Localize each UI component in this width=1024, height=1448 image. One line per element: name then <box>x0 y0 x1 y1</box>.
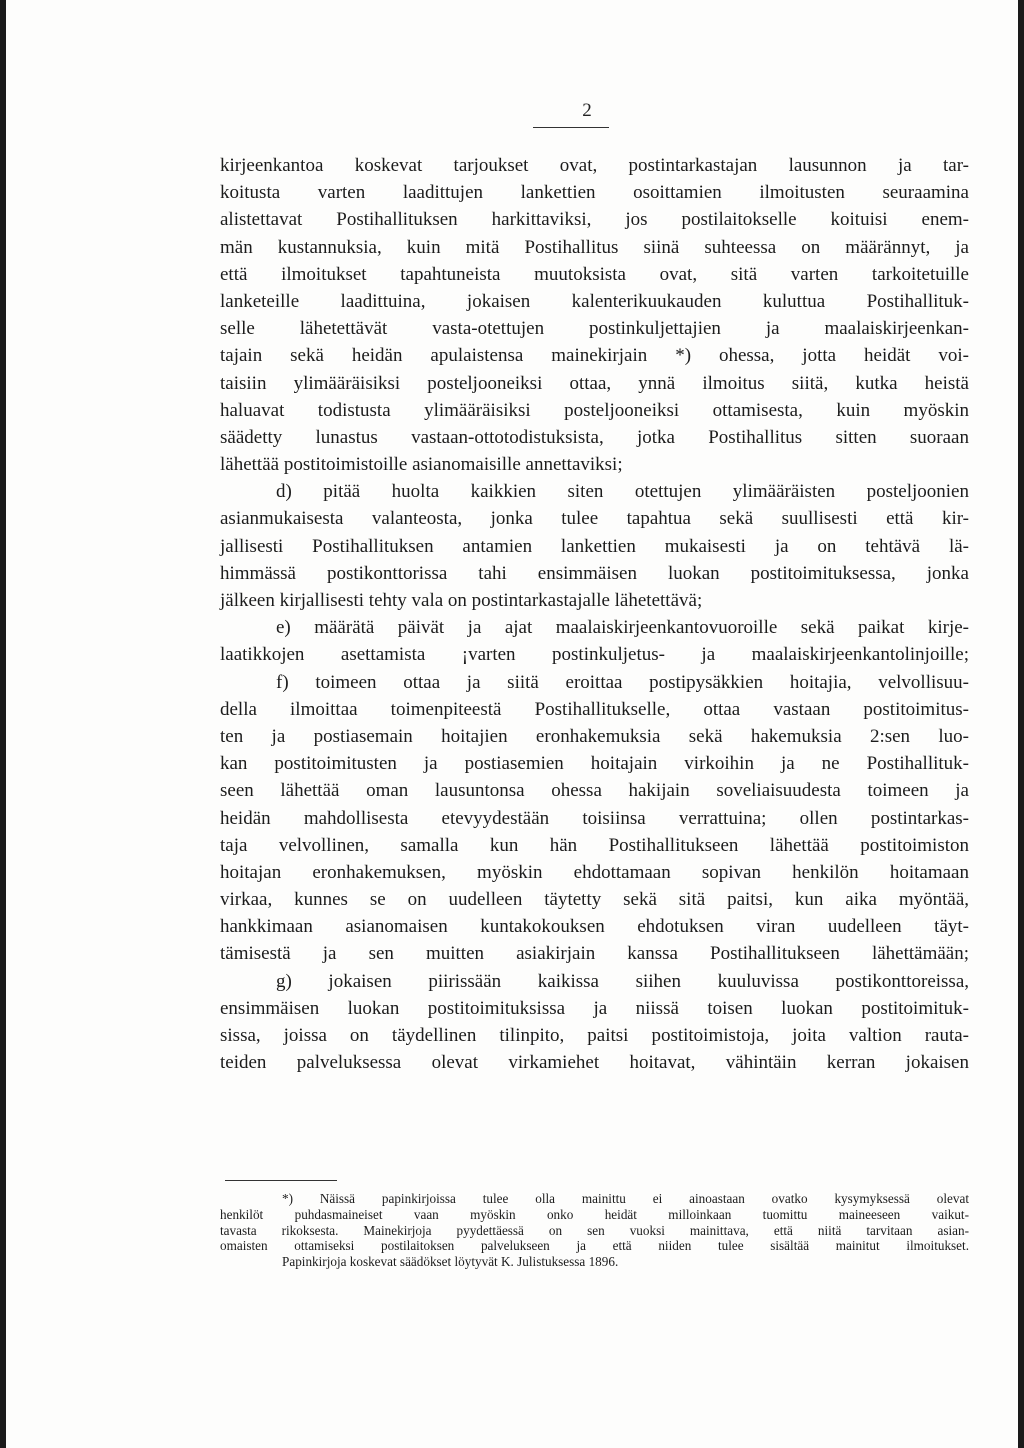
footnote-line: omaisten ottamiseksi postilaitoksen palvelukseen ja että niiden tulee sisältää mainitut ilmoitukset. <box>220 1238 969 1254</box>
body-line: tämisestä ja sen muitten asiakirjain kanssa Postihallitukseen lähettämään; <box>220 943 969 965</box>
body-line: kan postitoimitusten ja postiasemien hoitajain virkoihin ja ne Postihallituk- <box>220 753 969 775</box>
body-line: laatikkojen asettamista ¡varten postinkuljetus- ja maalaiskirjeenkantolinjoille; <box>220 644 969 666</box>
body-line: jallisesti Postihallituksen antamien lankettien mukaisesti ja on tehtävä lä- <box>220 535 969 557</box>
footnote-line: tavasta rikoksesta. Mainekirjoja pyydettäessä on sen vuoksi mainittava, että niitä tarvitaan asian- <box>220 1222 969 1238</box>
body-line: että ilmoitukset tapahtuneista muutoksista ovat, sitä varten tarkoitetuille <box>220 263 969 285</box>
body-line: hoitajan eronhakemuksen, myöskin ehdottamaan sopivan henkilön hoitamaan <box>220 861 969 883</box>
body-line: asianmukaisesta valanteosta, jonka tulee tapahtua sekä suullisesti että kir- <box>220 508 969 530</box>
footnotes <box>220 1191 969 1270</box>
page-number: 2 <box>582 100 592 121</box>
body-line: kirjeenkantoa koskevat tarjoukset ovat, postintarkastajan lausunnon ja tar- <box>220 155 969 176</box>
footnote-rule <box>225 1180 337 1181</box>
body-line: selle lähetettävät vasta-otettujen postinkuljettajien ja maalaiskirjeenkan- <box>220 318 969 340</box>
scan-edge-right <box>1018 0 1024 1448</box>
body-line: virkaa, kunnes se on uudelleen täytetty sekä sitä paitsi, kun aika myöntää, <box>220 889 969 911</box>
body-line: d) pitää huolta kaikkien siten otettujen ylimääräisten posteljoonien <box>276 481 969 503</box>
body-line: män kustannuksia, kuin mitä Postihallitus siinä suhteessa on määrännyt, ja <box>220 236 969 258</box>
body-line: tajain sekä heidän apulaistensa mainekirjain *) ohessa, jotta heidät voi- <box>220 345 969 367</box>
body-line: säädetty lunastus vastaan-ottotodistuksista, jotka Postihallitus sitten suoraan <box>220 426 969 448</box>
body-line: himmässä postikonttorissa tahi ensimmäisen luokan postitoimituksessa, jonka <box>220 562 969 584</box>
body-line: koitusta varten laadittujen lankettien osoittamien ilmoitusten seuraamina <box>220 182 969 204</box>
body-line: hankkimaan asianomaisen kuntakokouksen ehdotuksen viran uudelleen täyt- <box>220 916 969 938</box>
body-line: della ilmoittaa toimenpiteestä Postihallitukselle, ottaa vastaan postitoimitus- <box>220 698 969 720</box>
footnote-line: henkilöt puhdasmaineiset vaan myöskin onko heidät milloinkaan tuomittu maineeseen vaikut- <box>220 1206 969 1222</box>
footnote-line: *) Näissä papinkirjoissa tulee olla mainittu ei ainoastaan ovatko kysymyksessä olevat <box>282 1191 969 1206</box>
body-line: teiden palveluksessa olevat virkamiehet hoitavat, vähintäin kerran jokaisen <box>220 1052 969 1074</box>
body-line: sissa, joissa on täydellinen tilinpito, paitsi postitoimistoja, joita valtion rauta- <box>220 1025 969 1046</box>
body-line: haluavat todistusta ylimääräisiksi posteljooneiksi ottamisesta, kuin myöskin <box>220 399 969 421</box>
body-line: alistettavat Postihallituksen harkittaviksi, jos postilaitokselle koituisi enem- <box>220 209 969 231</box>
body-line: ensimmäisen luokan postitoimituksissa ja niissä toisen luokan postitoimituk- <box>220 997 969 1019</box>
body-line: g) jokaisen piirissään kaikissa siihen kuuluvissa postikonttoreissa, <box>276 970 969 992</box>
body-line: heidän mahdollisesta etevyydestään toisiinsa verrattuina; ollen postintarkas- <box>220 807 969 829</box>
scan-edge-left <box>0 0 6 1448</box>
body-line: taja velvollinen, samalla kun hän Postihallitukseen lähettää postitoimiston <box>220 834 969 856</box>
body-line: lanketeille laadittuina, jokaisen kalenterikuukauden kuluttua Postihallituk- <box>220 290 969 312</box>
body-line: ten ja postiasemain hoitajien eronhakemuksia sekä hakemuksia 2:sen luo- <box>220 725 969 747</box>
footnote-line: Papinkirjoja koskevat säädökset löytyvät K. Julistuksessa 1896. <box>282 1254 619 1270</box>
body-line: f) toimeen ottaa ja siitä eroittaa postipysäkkien hoitajia, velvollisuu- <box>276 671 969 693</box>
page-number-rule <box>533 127 609 128</box>
body-line: seen lähettää oman lausuntonsa ohessa hakijain soveliaisuudesta toimeen ja <box>220 780 969 802</box>
body-text <box>220 152 969 1076</box>
body-line: lähettää postitoimistoille asianomaisille annettaviksi; <box>220 454 623 476</box>
body-line: taisiin ylimääräisiksi posteljooneiksi ottaa, ynnä ilmoitus siitä, kutka heistä <box>220 372 969 394</box>
body-line: e) määrätä päivät ja ajat maalaiskirjeenkantovuoroille sekä paikat kirje- <box>276 617 969 639</box>
body-line: jälkeen kirjallisesti tehty vala on postintarkastajalle lähetettävä; <box>220 590 703 611</box>
